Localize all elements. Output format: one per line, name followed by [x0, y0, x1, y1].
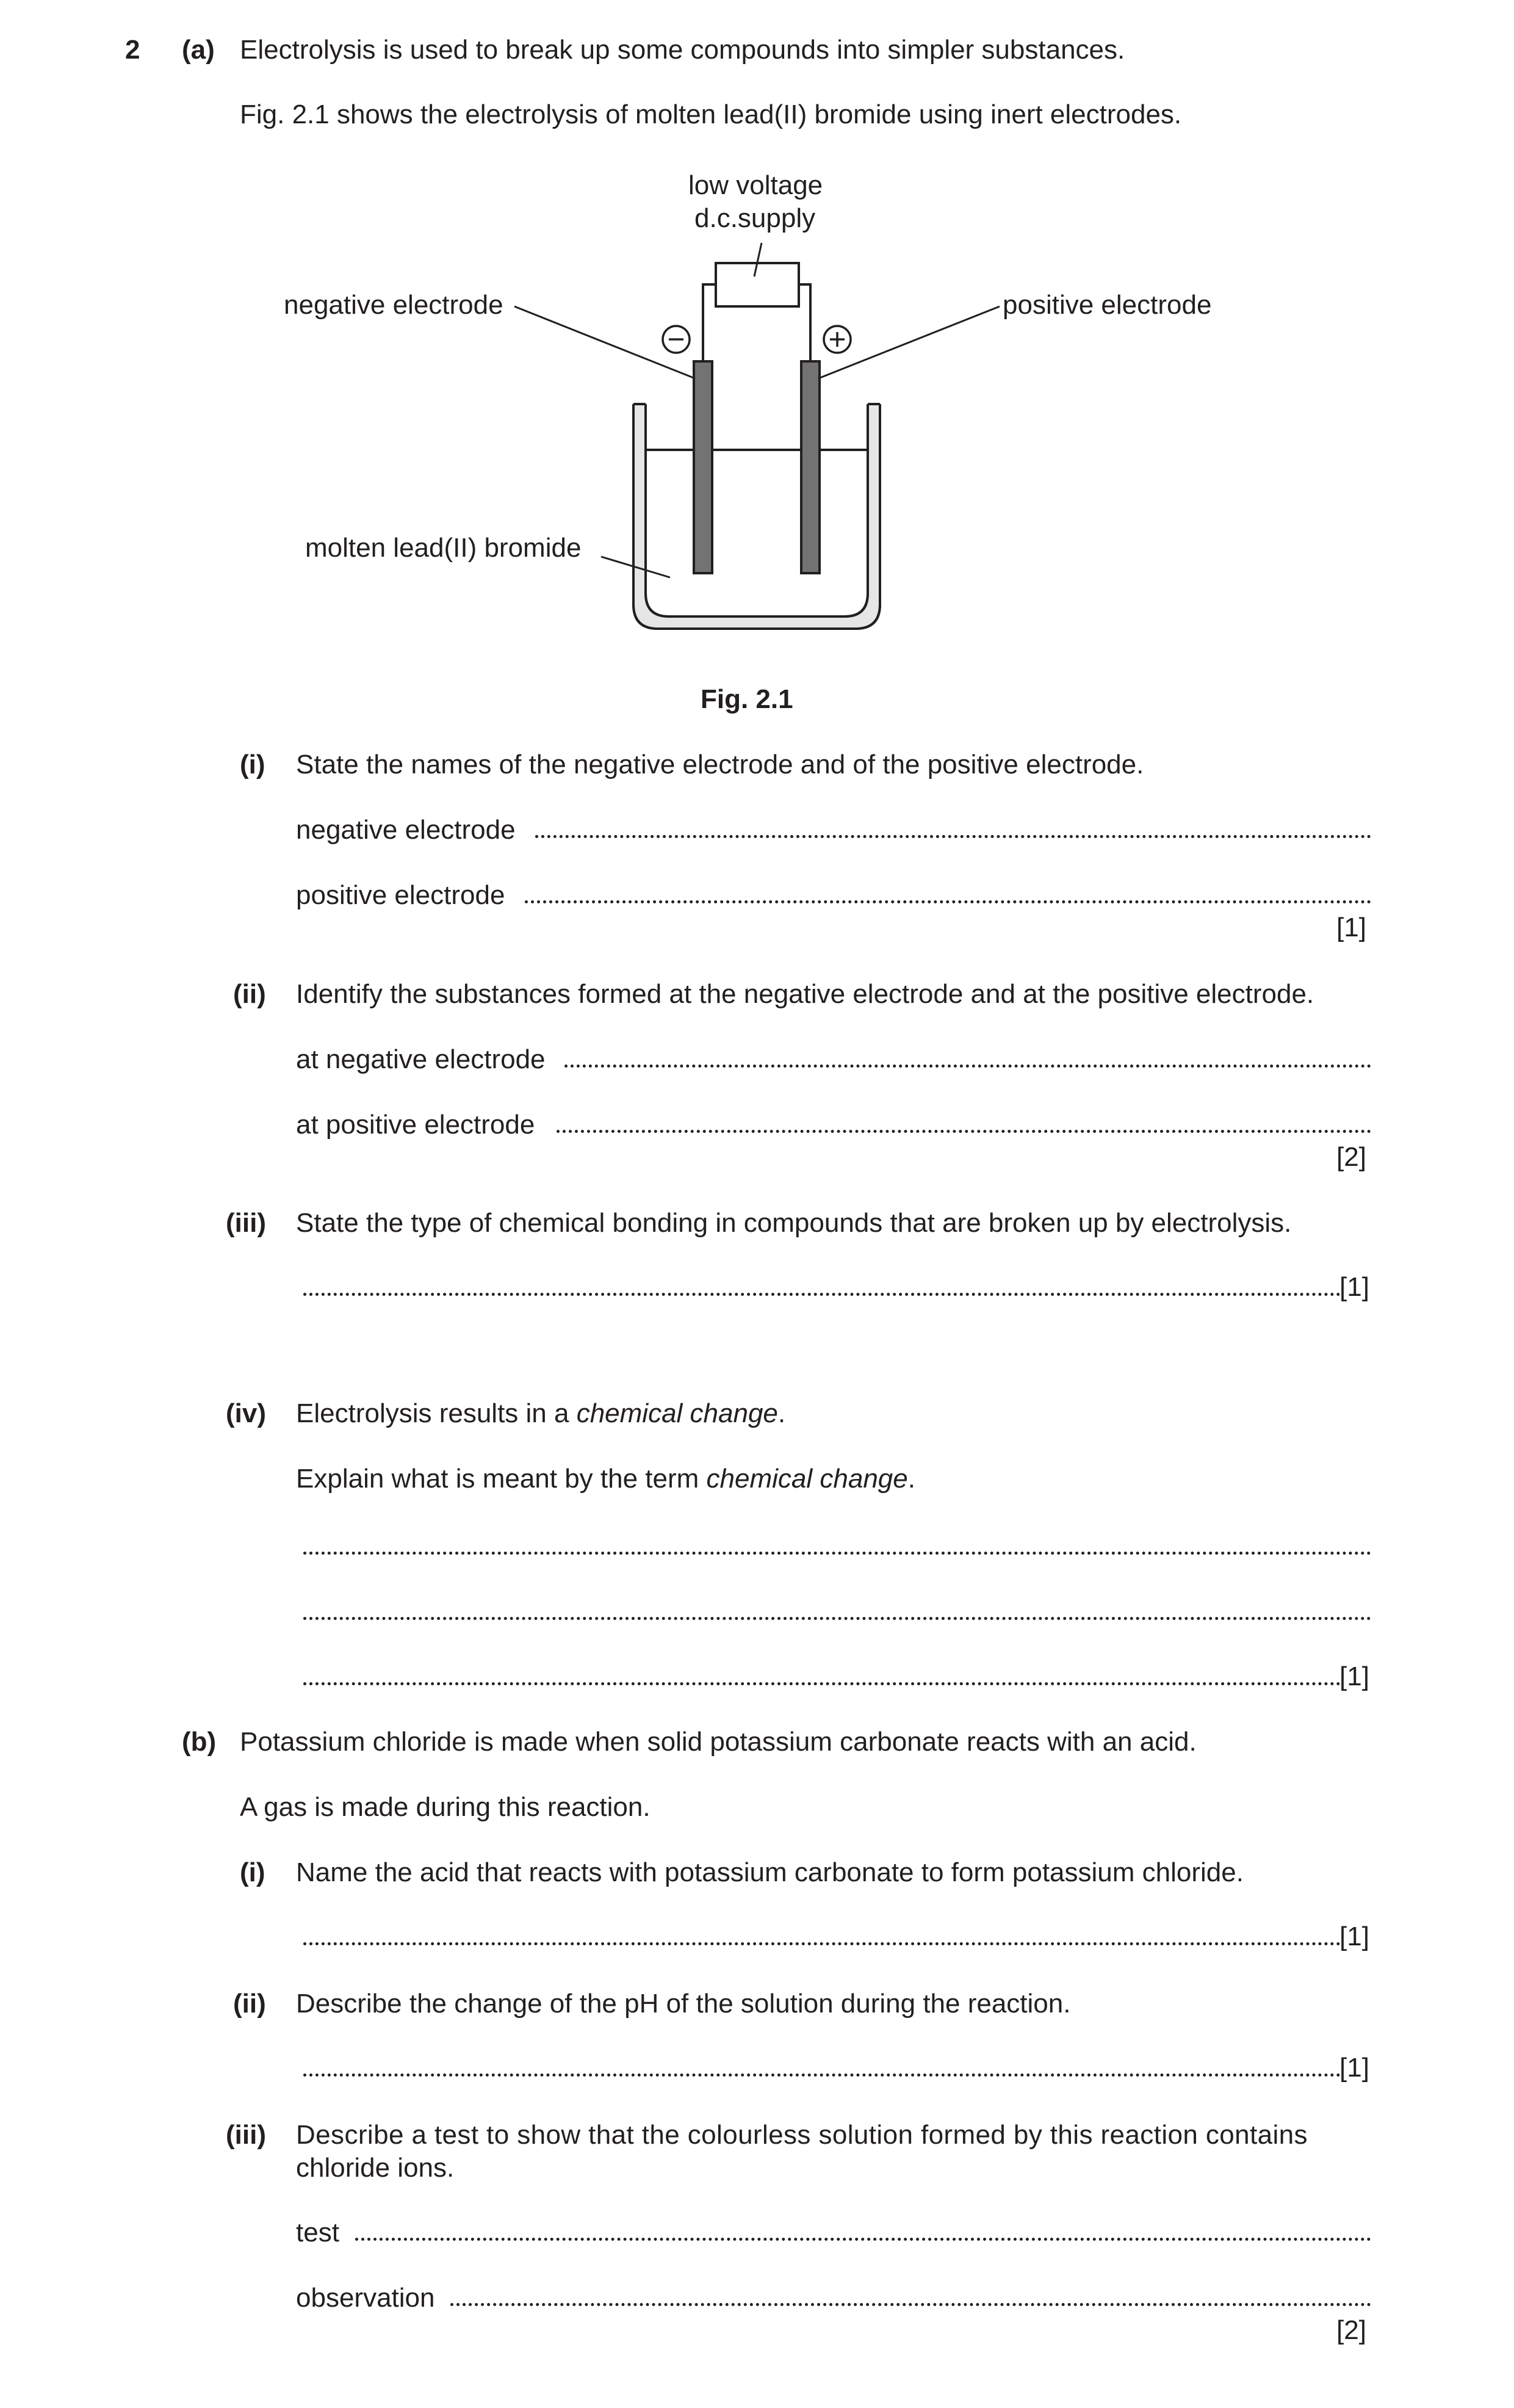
a-ii-line2-label: at positive electrode	[296, 1110, 535, 1140]
part-a-label: (a)	[182, 35, 215, 65]
answer-line-chemical-change-2[interactable]	[303, 1617, 1371, 1620]
a-iv-q2-pre: Explain what is meant by the term	[296, 1464, 707, 1494]
beaker-inner	[646, 404, 868, 616]
b-ii-marks: [1]	[1339, 2053, 1369, 2083]
answer-line-positive-electrode[interactable]	[525, 900, 1371, 903]
part-a-intro: Electrolysis is used to break up some compounds into simpler substances.	[240, 35, 1125, 65]
a-iv-q2-post: .	[907, 1464, 915, 1494]
b-iii-question-line2: chloride ions.	[296, 2153, 455, 2183]
answer-line-test[interactable]	[355, 2238, 1371, 2241]
part-b-intro: Potassium chloride is made when solid potassium carbonate reacts with an acid.	[240, 1727, 1197, 1757]
a-ii-marks: [2]	[1336, 1142, 1366, 1172]
b-i-label: (i)	[240, 1857, 265, 1887]
b-ii-label: (ii)	[233, 1989, 266, 2019]
a-iii-question: State the type of chemical bonding in compounds that are broken up by electrolysis.	[296, 1208, 1292, 1238]
beaker-outer	[633, 404, 880, 629]
a-i-line2-label: positive electrode	[296, 880, 505, 910]
answer-line-at-positive[interactable]	[557, 1130, 1371, 1133]
a-ii-question: Identify the substances formed at the negative electrode and at the positive electrode.	[296, 979, 1314, 1009]
answer-line-at-negative[interactable]	[564, 1065, 1371, 1068]
negative-electrode	[694, 361, 712, 573]
label-negative-electrode: negative electrode	[284, 290, 503, 320]
label-positive-electrode: positive electrode	[1003, 290, 1212, 320]
a-i-label: (i)	[240, 750, 265, 779]
a-ii-label: (ii)	[233, 979, 266, 1009]
a-iv-marks: [1]	[1339, 1661, 1369, 1691]
b-iii-line2-label: observation	[296, 2283, 435, 2313]
a-i-question: State the names of the negative electrode and of the positive electrode.	[296, 750, 1144, 779]
a-iv-q1-pre: Electrolysis results in a	[296, 1398, 577, 1428]
a-iii-marks: [1]	[1339, 1272, 1369, 1302]
answer-line-chemical-change-1[interactable]	[303, 1552, 1371, 1555]
answer-line-chemical-change-3[interactable]	[303, 1682, 1341, 1685]
b-iii-label: (iii)	[226, 2120, 266, 2150]
a-i-line1-label: negative electrode	[296, 815, 516, 845]
b-iii-question-line1: Describe a test to show that the colourless solution formed by this reaction contains	[296, 2120, 1308, 2150]
beaker-outer-line	[633, 404, 880, 629]
b-i-marks: [1]	[1339, 1922, 1369, 1951]
answer-line-negative-electrode[interactable]	[535, 835, 1371, 838]
label-supply-line2: d.c.supply	[694, 203, 816, 233]
b-ii-question: Describe the change of the pH of the solution during the reaction.	[296, 1989, 1071, 2019]
a-iv-label: (iv)	[226, 1398, 266, 1428]
a-iii-label: (iii)	[226, 1208, 266, 1238]
answer-line-bonding[interactable]	[303, 1293, 1341, 1296]
b-iii-marks: [2]	[1336, 2315, 1366, 2345]
figure-caption: Fig. 2.1	[701, 684, 793, 714]
answer-line-observation[interactable]	[450, 2303, 1371, 2306]
question-number: 2	[125, 35, 140, 65]
b-iii-line1-label: test	[296, 2218, 339, 2247]
a-ii-line1-label: at negative electrode	[296, 1044, 546, 1074]
part-b-label: (b)	[182, 1727, 217, 1757]
a-iv-q1-post: .	[777, 1398, 786, 1428]
a-iv-q1-em: chemical change	[576, 1398, 778, 1428]
answer-line-ph-change[interactable]	[303, 2074, 1341, 2077]
beaker-inner-line	[646, 404, 868, 616]
b-i-question: Name the acid that reacts with potassium carbonate to form potassium chloride.	[296, 1857, 1244, 1887]
a-i-marks: [1]	[1336, 913, 1366, 942]
wire-negative	[703, 284, 716, 361]
label-supply-line1: low voltage	[688, 170, 823, 200]
answer-line-acid[interactable]	[303, 1942, 1341, 1945]
wire-positive	[799, 284, 810, 361]
positive-electrode	[801, 361, 820, 573]
a-iv-question-2	[296, 1463, 915, 1495]
part-b-intro-2: A gas is made during this reaction.	[240, 1792, 651, 1822]
label-molten-lead-bromide: molten lead(II) bromide	[305, 533, 582, 563]
a-iv-q2-em: chemical change	[706, 1464, 908, 1494]
a-iv-question-1	[296, 1398, 785, 1430]
electrolysis-diagram	[0, 0, 1514, 732]
fig-intro: Fig. 2.1 shows the electrolysis of molten lead(II) bromide using inert electrodes.	[240, 99, 1182, 129]
dc-supply-box	[716, 263, 799, 306]
